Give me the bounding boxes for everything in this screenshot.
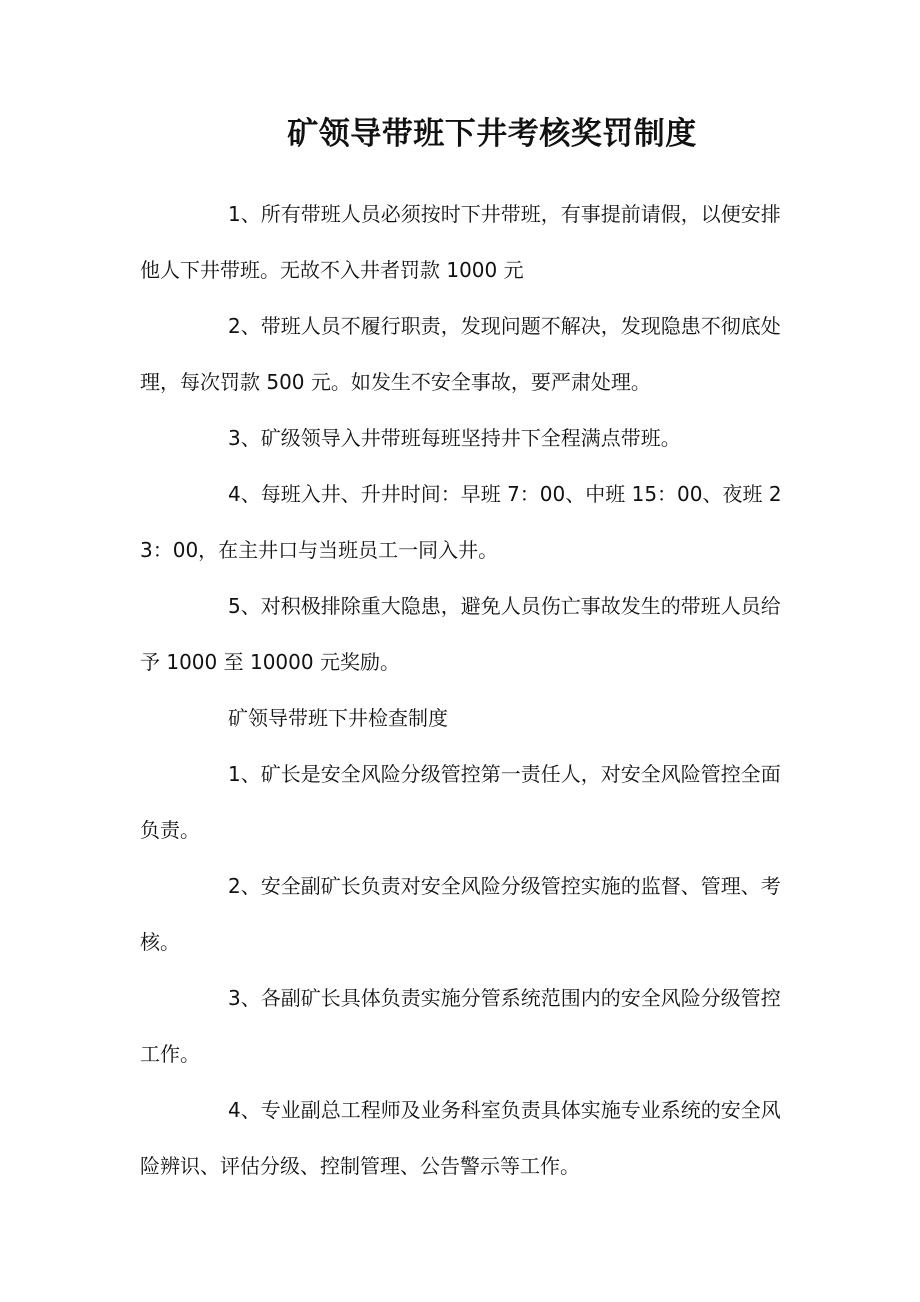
paragraph-3: 3、矿级领导入井带班每班坚持井下全程满点带班。 <box>228 426 681 450</box>
paragraph-4: 4、每班入井、升井时间：早班 7：00、中班 15：00、夜班 23：00，在主井口与当班员工一同入井。 <box>140 482 782 562</box>
inspection-paragraph-2: 2、安全副矿长负责对安全风险分级管控实施的监督、管理、考核。 <box>140 874 781 954</box>
inspection-paragraph-3: 3、各副矿长具体负责实施分管系统范围内的安全风险分级管控工作。 <box>140 986 781 1066</box>
paragraph-2: 2、带班人员不履行职责，发现问题不解决，发现隐患不彻底处理，每次罚款 500 元。如发生不安全事故，要严肃处理。 <box>140 314 781 394</box>
paragraph-5: 5、对积极排除重大隐患，避免人员伤亡事故发生的带班人员给予 1000 至 10000 元奖励。 <box>140 594 781 674</box>
paragraph-1: 1、所有带班人员必须按时下井带班，有事提前请假，以便安排他人下井带班。无故不入井者罚款 1000 元 <box>140 202 781 282</box>
document-title: 矿领导带班下井考核奖罚制度 <box>287 116 697 152</box>
section-subheading: 矿领导带班下井检查制度 <box>228 706 448 730</box>
inspection-paragraph-4: 4、专业副总工程师及业务科室负责具体实施专业系统的安全风险辨识、评估分级、控制管理、公告警示等工作。 <box>140 1098 781 1178</box>
document-body <box>140 186 790 1194</box>
inspection-paragraph-1: 1、矿长是安全风险分级管控第一责任人，对安全风险管控全面负责。 <box>140 762 781 842</box>
